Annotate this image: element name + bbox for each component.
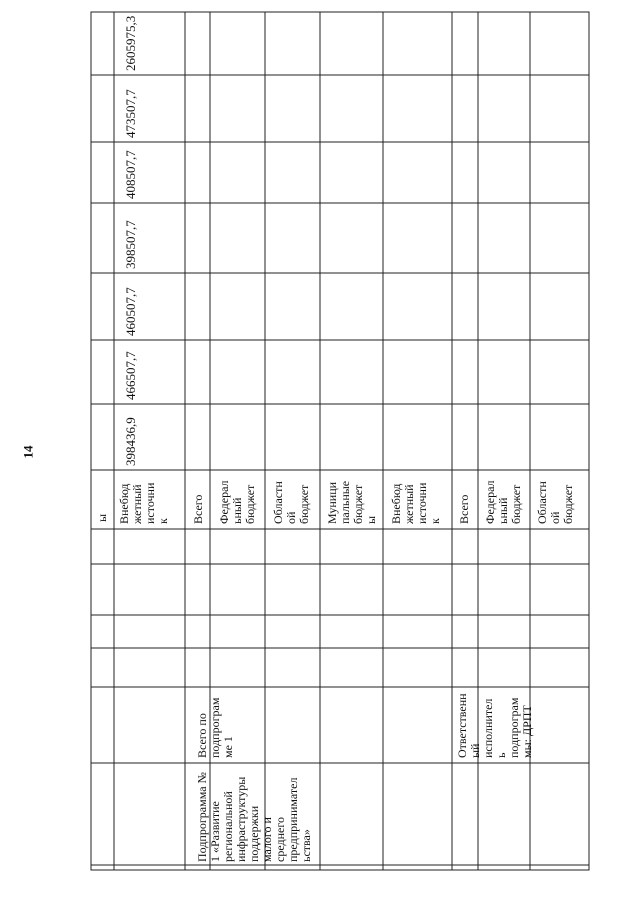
value-cell: 2605975,3	[123, 15, 138, 71]
value-cell: 466507,7	[123, 351, 138, 400]
row-label-line: ьный	[230, 497, 244, 524]
row-label	[218, 481, 257, 525]
row-label-line: Муници	[325, 481, 339, 524]
row-label-line: ой	[548, 511, 562, 524]
executor-label-line: ь	[494, 752, 508, 758]
subprogram-title-line: предпринимател	[286, 777, 300, 862]
executor-label-line: мы: ДРПТ	[520, 705, 534, 758]
executor-label-line: исполнител	[481, 698, 495, 758]
total-label	[196, 698, 235, 758]
row-label	[458, 495, 471, 524]
total-label-line: Всего по	[195, 713, 209, 758]
row-label-line: бюджет	[351, 484, 365, 524]
row-label-line: Внебюд	[117, 483, 131, 524]
row-label-line: бюджет	[561, 484, 575, 524]
value-cell: 398436,9	[123, 417, 138, 466]
row-label	[118, 483, 170, 524]
subprogram-title-line: инфраструктуры	[234, 776, 248, 862]
row-label-line: бюджет	[297, 484, 311, 524]
row-label-line: ой	[284, 511, 298, 524]
executor-label	[456, 693, 534, 758]
row-label-line: Федерал	[217, 480, 231, 524]
value-cell: 473507,7	[123, 89, 138, 138]
subprogram-title-line: среднего	[273, 817, 287, 862]
row-label	[192, 495, 205, 524]
row-label-line: Внебюд	[389, 483, 403, 524]
row-label-line: бюджет	[509, 484, 523, 524]
row-label-line: к	[156, 518, 170, 524]
row-label-line: Всего	[191, 494, 205, 524]
subprogram-title	[196, 772, 313, 862]
subprogram-title-line: региональной	[221, 791, 235, 862]
row-label-line: Федерал	[483, 480, 497, 524]
value-cell: 398507,7	[123, 220, 138, 269]
subprogram-title-line: малого и	[260, 817, 274, 862]
value-cell: 408507,7	[123, 150, 138, 199]
row-label-line: жетный	[130, 484, 144, 524]
executor-label-line: ый	[468, 743, 482, 758]
row-label-line: Всего	[457, 494, 471, 524]
row-label	[484, 481, 523, 525]
row-label-line: источни	[143, 482, 157, 524]
row-label-line: ы	[364, 515, 378, 524]
subprogram-title-line: ьства»	[299, 829, 313, 862]
row-label-line: Областн	[535, 481, 549, 524]
executor-label-line: подпрограм	[507, 697, 521, 758]
row-label-line: пальные	[338, 480, 352, 524]
executor-label-line: Ответственн	[455, 693, 469, 758]
row-label-line: источни	[415, 482, 429, 524]
row-label	[272, 481, 311, 524]
page-number: 14	[20, 445, 36, 459]
subprogram-title-line: поддержки	[247, 805, 261, 862]
row-label	[536, 481, 575, 524]
row-label	[326, 481, 378, 524]
row-label-line: к	[428, 518, 442, 524]
total-label-line: ме 1	[221, 736, 235, 758]
subprogram-title-line: 1 «Развитие	[208, 801, 222, 862]
row-label	[390, 483, 442, 524]
top-strip-label: ы	[95, 513, 109, 522]
subprogram-title-line: Подпрограмма №	[195, 772, 209, 862]
row-label-line: жетный	[402, 484, 416, 524]
row-label-line: бюджет	[243, 484, 257, 524]
value-cell: 460507,7	[123, 287, 138, 336]
row-label-line: Областн	[271, 481, 285, 524]
total-label-line: подпрограм	[208, 697, 222, 758]
row-label-line: ьный	[496, 497, 510, 524]
